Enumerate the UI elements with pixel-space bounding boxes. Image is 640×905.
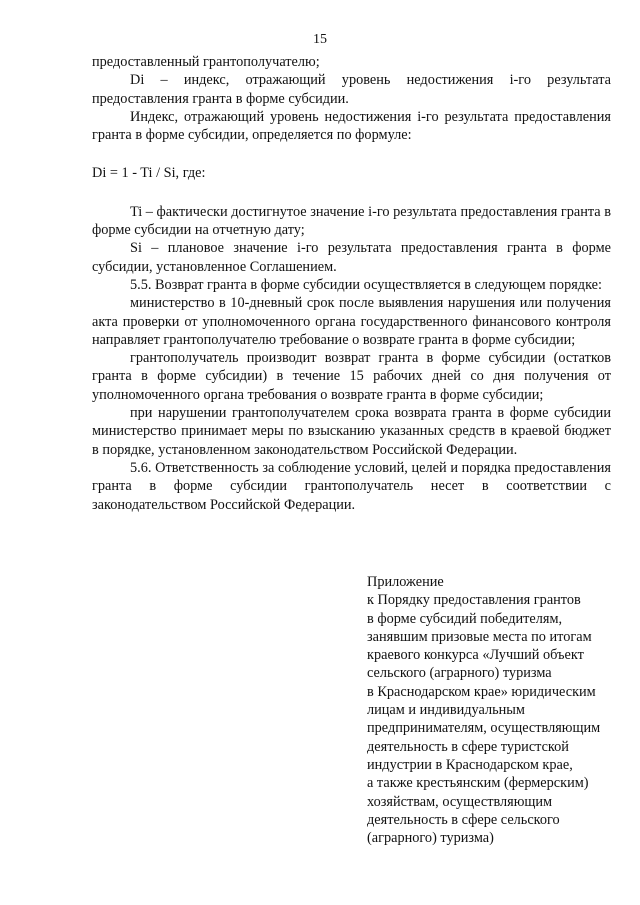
paragraph: 5.6. Ответственность за соблюдение условий, целей и порядка предоставления гранта в форме субсидии грантополучатель несет в соответствии с законодательством Российской Федерации.	[92, 459, 611, 513]
page-number: 15	[313, 32, 327, 47]
appendix-line: Приложение	[367, 574, 444, 590]
appendix-block	[367, 573, 617, 847]
paragraph: Ti – фактически достигнутое значение i-го результата предоставления гранта в форме субсидии на отчетную дату;	[92, 203, 611, 239]
paragraph: министерство в 10-дневный срок после выявления нарушения или получения акта проверки от уполномоченного органа государственного финансового контроля направляет грантополучателю требование о возврате гранта в форме субсидии;	[92, 295, 611, 348]
paragraph: Индекс, отражающий уровень недостижения i-го результата предоставления гранта в форме субсидии, определяется по формуле:	[92, 108, 611, 144]
appendix-line: к Порядку предоставления грантов	[367, 592, 581, 609]
paragraph: грантополучатель производит возврат гранта в форме субсидии (остатков гранта в форме субсидии) в течение 15 рабочих дней со дня получения от уполномоченного органа требования о возврате гранта в форме субсидии;	[92, 350, 611, 403]
appendix-line: предпринимателям, осуществляющим	[367, 720, 601, 737]
appendix-line: занявшим призовые места по итогам	[367, 628, 592, 645]
formula: Di = 1 - Ti / Si, где:	[92, 165, 206, 182]
appendix-line: индустрии в Краснодарском крае,	[367, 756, 573, 773]
paragraph: 5.5. Возврат гранта в форме субсидии осуществляется в следующем порядке:	[130, 276, 602, 293]
body-text	[92, 53, 611, 514]
paragraph: при нарушении грантополучателем срока возврата гранта в форме субсидии министерство принимает меры по взысканию указанных средств в краевой бюджет в порядке, установленном законодательством Российской Федерации.	[92, 405, 611, 458]
paragraph: Si – плановое значение i-го результата предоставления гранта в форме субсидии, установленное Соглашением.	[92, 240, 611, 275]
appendix-line: лицам и индивидуальным	[367, 702, 525, 719]
appendix-line: деятельность в сфере сельского	[367, 811, 560, 828]
paragraph: предоставленный грантополучателю;	[92, 54, 320, 70]
paragraph: Di – индекс, отражающий уровень недостижения i-го результата предоставления гранта в форме субсидии.	[92, 72, 611, 107]
appendix-line: а также крестьянским (фермерским)	[367, 775, 589, 792]
appendix-line: краевого конкурса «Лучший объект	[367, 647, 584, 664]
appendix-line: сельского (аграрного) туризма	[367, 665, 552, 682]
appendix-line: в Краснодарском крае» юридическим	[367, 683, 596, 700]
appendix-line: хозяйствам, осуществляющим	[367, 793, 553, 810]
appendix-line: (аграрного) туризма)	[367, 830, 494, 847]
appendix-line: деятельность в сфере туристской	[367, 738, 569, 755]
appendix-line: в форме субсидий победителям,	[367, 610, 563, 627]
